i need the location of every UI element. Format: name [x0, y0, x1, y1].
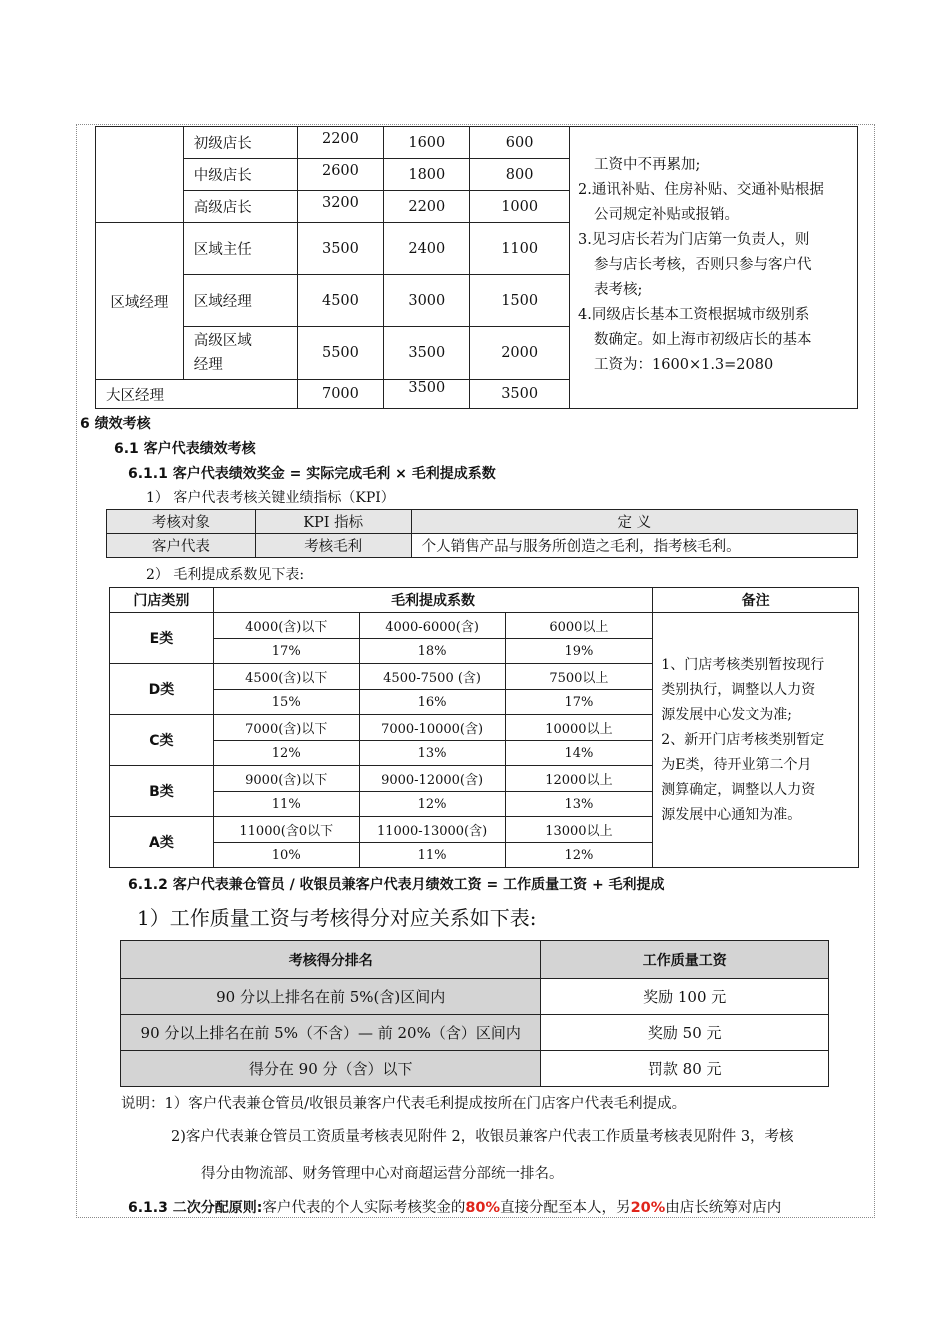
salary-c3: 2000 — [470, 327, 570, 380]
salary-c2: 3500 — [384, 380, 470, 409]
note-line: 4.同级店长基本工资根据城市级别系 — [578, 307, 810, 323]
explanation-line3: 得分由物流部、财务管理中心对商超运营分部统一排名。 — [201, 1166, 564, 1182]
salary-level: 中级店长 — [183, 159, 297, 191]
kpi-cell: 客户代表 — [107, 534, 256, 558]
quality-rank: 得分在 90 分（含）以下 — [121, 1051, 541, 1087]
salary-notes — [570, 127, 858, 409]
ratio-range: 9000-12000(含) — [359, 766, 505, 792]
salary-level-line2: 经理 — [193, 357, 223, 373]
salary-c3: 1100 — [470, 223, 570, 275]
section-6-1-3-text: 客户代表的个人实际考核奖金的 — [262, 1200, 466, 1216]
quality-wage: 罚款 80 元 — [541, 1051, 829, 1087]
quality-header: 考核得分排名 — [121, 941, 541, 979]
note-line: 工资中不再累加; — [594, 157, 701, 173]
salary-base: 7000 — [297, 380, 384, 409]
explanation-line1: 说明：1）客户代表兼仓管员/收银员兼客户代表毛利提成按所在门店客户代表毛利提成。 — [121, 1096, 687, 1112]
ratio-range: 11000(含0以下 — [213, 817, 359, 843]
ratio-rate: 13% — [505, 792, 653, 817]
salary-group-label: 区域经理 — [96, 223, 184, 380]
quality-intro: 1）工作质量工资与考核得分对应关系如下表: — [137, 906, 537, 930]
remark-line: 2、新开门店考核类别暂定 — [661, 731, 825, 748]
section-6-1-title: 6.1 客户代表绩效考核 — [114, 441, 256, 457]
salary-base: 2200 — [297, 127, 384, 159]
ratio-rate: 12% — [213, 741, 359, 766]
ratio-rate: 19% — [505, 639, 653, 664]
ratio-range: 7000(含)以下 — [213, 715, 359, 741]
percent-20: 20% — [630, 1200, 666, 1216]
ratio-remarks — [653, 613, 859, 868]
ratio-category: A类 — [110, 817, 214, 868]
note-line: 参与店长考核，否则只参与客户代 — [594, 257, 812, 273]
ratio-rate: 14% — [505, 741, 653, 766]
salary-c3: 600 — [470, 127, 570, 159]
kpi-cell: 个人销售产品与服务所创造之毛利，指考核毛利。 — [411, 534, 857, 558]
note-line: 数确定。如上海市初级店长的基本 — [594, 332, 812, 348]
salary-c2: 2200 — [384, 191, 470, 223]
salary-c2: 3000 — [384, 275, 470, 327]
quality-wage: 奖励 50 元 — [541, 1015, 829, 1051]
kpi-header: 考核对象 — [107, 510, 256, 534]
salary-c3: 800 — [470, 159, 570, 191]
ratio-range: 9000(含)以下 — [213, 766, 359, 792]
ratio-range: 11000-13000(含) — [359, 817, 505, 843]
ratio-rate: 17% — [505, 690, 653, 715]
note-line: 3.见习店长若为门店第一负责人，则 — [578, 232, 810, 248]
note-line: 公司规定补贴或报销。 — [594, 207, 740, 223]
remark-line: 测算确定，调整以人力资 — [661, 781, 816, 798]
ratio-rate: 10% — [213, 843, 359, 868]
section-6-1-3-label: 6.1.3 二次分配原则: — [128, 1200, 263, 1216]
ratio-table — [109, 587, 859, 868]
remark-line: 1、门店考核类别暂按现行 — [661, 656, 825, 673]
ratio-rate: 11% — [359, 843, 505, 868]
quality-table — [120, 940, 829, 1087]
remark-line: 源发展中心发文为准; — [661, 706, 793, 723]
ratio-rate: 12% — [505, 843, 653, 868]
salary-base: 4500 — [297, 275, 384, 327]
ratio-rate: 16% — [359, 690, 505, 715]
salary-c2: 3500 — [384, 327, 470, 380]
salary-base: 3200 — [297, 191, 384, 223]
percent-80: 80% — [465, 1200, 501, 1216]
ratio-rate: 12% — [359, 792, 505, 817]
salary-level: 高级店长 — [183, 191, 297, 223]
section-6-1-3-text: 由店长统筹对店内 — [665, 1200, 782, 1216]
ratio-range: 12000以上 — [505, 766, 653, 792]
salary-c2: 1800 — [384, 159, 470, 191]
kpi-header: KPI 指标 — [255, 510, 411, 534]
section-6-1-2-title: 6.1.2 客户代表兼仓管员 / 收银员兼客户代表月绩效工资 = 工作质量工资 + 毛利提成 — [128, 877, 665, 893]
ratio-range: 4500(含)以下 — [213, 664, 359, 690]
salary-level — [183, 327, 297, 380]
kpi-cell: 考核毛利 — [255, 534, 411, 558]
salary-level-line1: 高级区域 — [193, 333, 252, 349]
ratio-range: 10000以上 — [505, 715, 653, 741]
salary-table — [95, 126, 858, 409]
salary-c3: 3500 — [470, 380, 570, 409]
ratio-category: D类 — [110, 664, 214, 715]
remark-line: 源发展中心通知为准。 — [661, 806, 802, 823]
note-line: 工资为：1600×1.3=2080 — [594, 357, 774, 373]
salary-base: 2600 — [297, 159, 384, 191]
salary-base: 3500 — [297, 223, 384, 275]
salary-base: 5500 — [297, 327, 384, 380]
ratio-category: C类 — [110, 715, 214, 766]
salary-c2: 2400 — [384, 223, 470, 275]
note-line: 2.通讯补贴、住房补贴、交通补贴根据 — [578, 182, 824, 198]
ratio-header: 备注 — [653, 588, 859, 613]
salary-level: 初级店长 — [183, 127, 297, 159]
kpi-header: 定 义 — [411, 510, 857, 534]
quality-rank: 90 分以上排名在前 5%（不含）— 前 20%（含）区间内 — [121, 1015, 541, 1051]
ratio-rate: 11% — [213, 792, 359, 817]
salary-big-region-label: 大区经理 — [96, 380, 298, 409]
note-line: 表考核; — [594, 282, 643, 298]
ratio-range: 7000-10000(含) — [359, 715, 505, 741]
salary-level: 区域主任 — [183, 223, 297, 275]
ratio-range: 4000-6000(含) — [359, 613, 505, 639]
quality-rank: 90 分以上排名在前 5%(含)区间内 — [121, 979, 541, 1015]
quality-header: 工作质量工资 — [541, 941, 829, 979]
ratio-rate: 15% — [213, 690, 359, 715]
remark-line: 为E类，待开业第二个月 — [661, 756, 812, 773]
salary-c3: 1000 — [470, 191, 570, 223]
ratio-rate: 13% — [359, 741, 505, 766]
explanation-line2: 2)客户代表兼仓管员工资质量考核表见附件 2，收银员兼客户代表工作质量考核表见附件 3，考核 — [171, 1129, 794, 1145]
ratio-category: B类 — [110, 766, 214, 817]
salary-group-empty — [96, 127, 184, 223]
ratio-range: 13000以上 — [505, 817, 653, 843]
ratio-range: 7500以上 — [505, 664, 653, 690]
section-6-1-3 — [128, 1196, 781, 1217]
ratio-intro: 2） 毛利提成系数见下表: — [146, 567, 305, 583]
section-6-1-3-text: 直接分配至本人，另 — [500, 1200, 631, 1216]
ratio-range: 6000以上 — [505, 613, 653, 639]
ratio-rate: 17% — [213, 639, 359, 664]
salary-c3: 1500 — [470, 275, 570, 327]
section-6-1-1-title: 6.1.1 客户代表绩效奖金 = 实际完成毛利 × 毛利提成系数 — [128, 466, 496, 482]
kpi-table — [106, 509, 858, 558]
section-6-title: 6 绩效考核 — [80, 416, 151, 432]
ratio-range: 4000(含)以下 — [213, 613, 359, 639]
salary-c2: 1600 — [384, 127, 470, 159]
ratio-category: E类 — [110, 613, 214, 664]
ratio-header: 毛利提成系数 — [213, 588, 652, 613]
quality-wage: 奖励 100 元 — [541, 979, 829, 1015]
ratio-header: 门店类别 — [110, 588, 214, 613]
ratio-rate: 18% — [359, 639, 505, 664]
kpi-intro: 1） 客户代表考核关键业绩指标（KPI） — [146, 490, 395, 506]
salary-level: 区域经理 — [183, 275, 297, 327]
ratio-range: 4500-7500 (含) — [359, 664, 505, 690]
remark-line: 类别执行，调整以人力资 — [661, 681, 816, 698]
